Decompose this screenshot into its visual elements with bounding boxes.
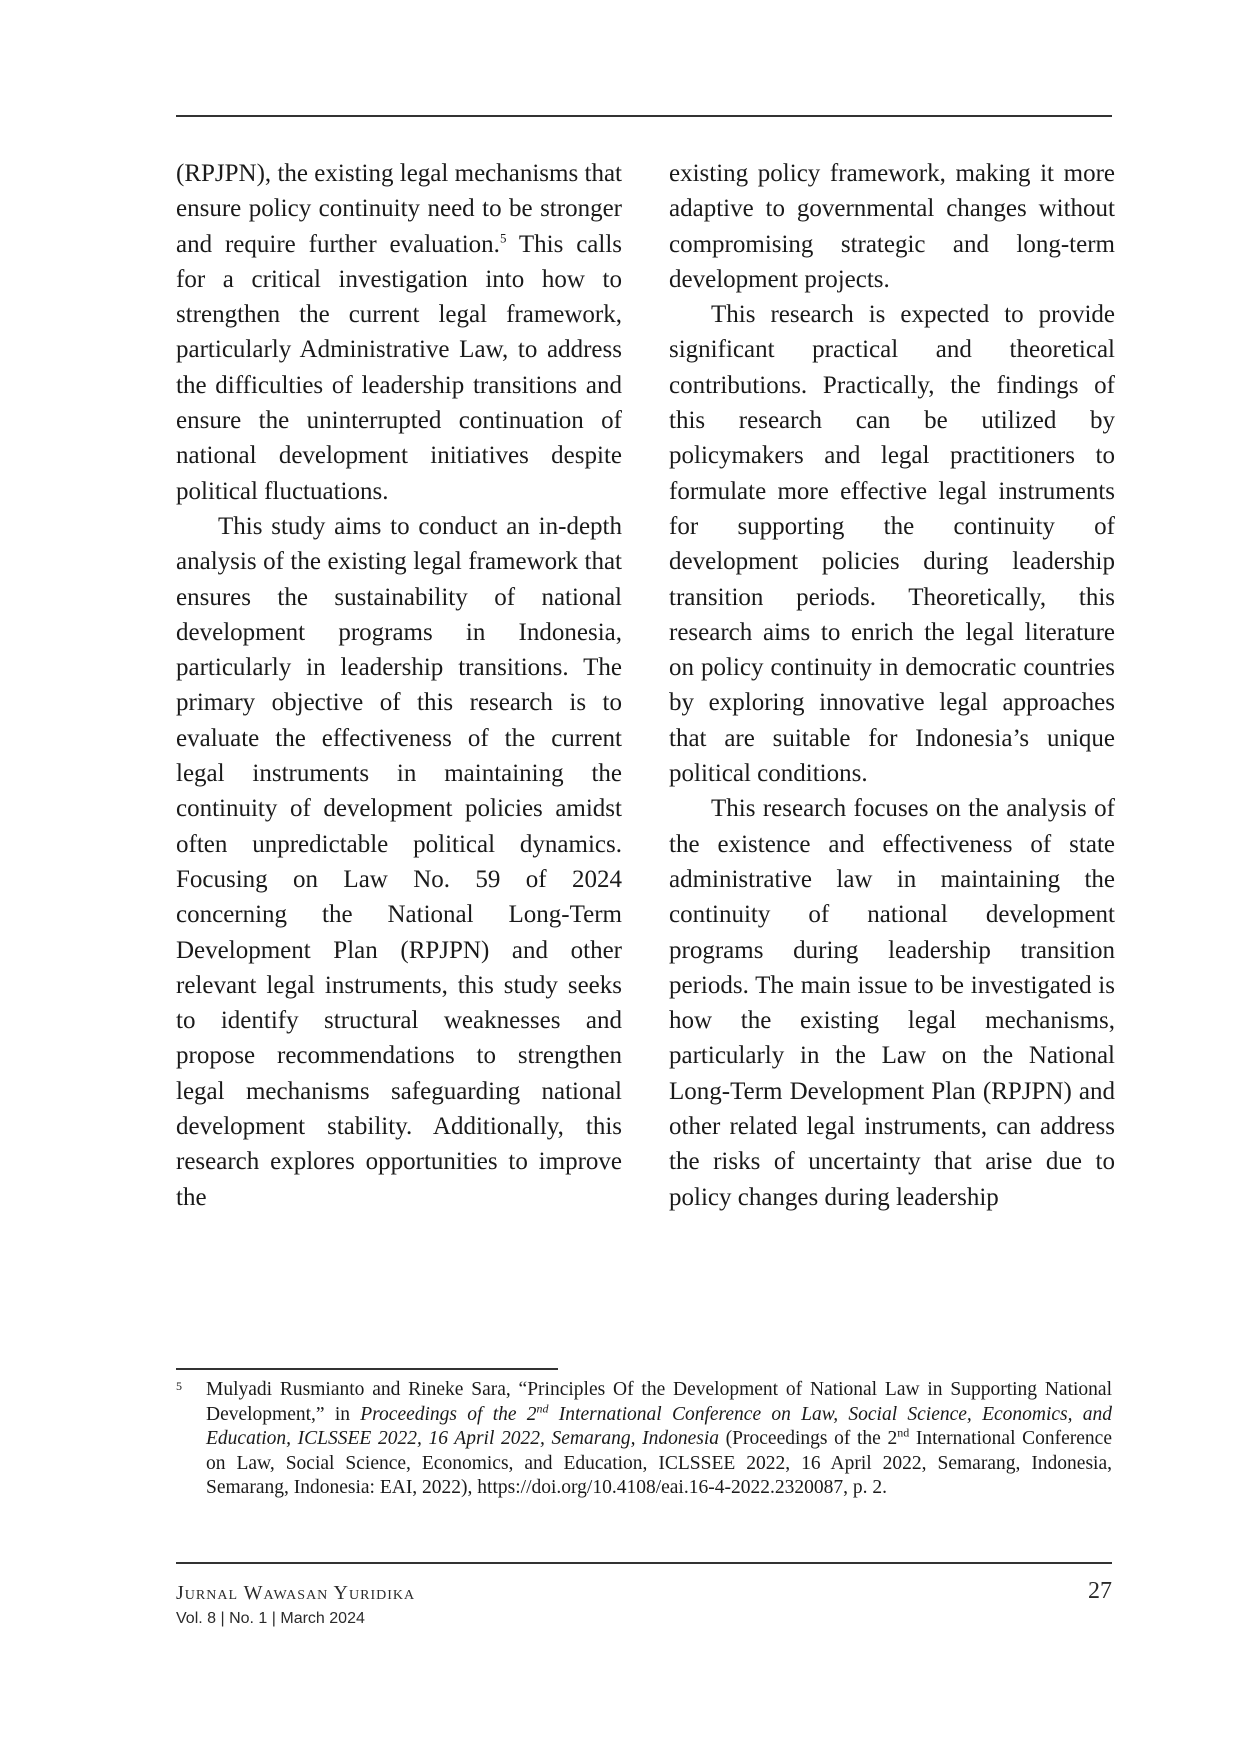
footnote-italic-b: International Conference on Law, Social Science, Economics, and Education, ICLSSEE 2022, 16 April 2022, Semarang, Indonesia	[206, 1403, 1113, 1450]
header-rule	[176, 115, 1112, 117]
right-column	[669, 156, 1115, 1215]
footnote-text-b: (Proceedings of the 2	[719, 1428, 898, 1450]
journal-volume-info: Vol. 8 | No. 1 | March 2024	[176, 1610, 365, 1627]
footnote-text	[206, 1378, 1112, 1501]
left-paragraph-2: This study aims to conduct an in-depth analysis of the existing legal framework that ensures the sustainability of national development programs in Indonesia, particularly in leadership transitions. The primary objective of this research is to evaluate the effectiveness of the current legal instruments in maintaining the continuity of development policies amidst often unpredictable political dynamics. Focusing on Law No. 59 of 2024 concerning the National Long-Term Development Plan (RPJPN) and other relevant legal instruments, this study seeks to identify structural weaknesses and propose recommendations to strengthen legal mechanisms safeguarding national development stability. Additionally, this research explores opportunities to improve the	[176, 512, 622, 1211]
footnote	[176, 1378, 1112, 1501]
footnote-sup: nd	[897, 1425, 910, 1440]
right-paragraph-3: This research focuses on the analysis of the existence and effectiveness of state administrative law in maintaining the continuity of national development programs during leadership transition periods. The main issue to be investigated is how the existing legal mechanisms, particularly in the Law on the National Long-Term Development Plan (RPJPN) and other related legal instruments, can address the risks of uncertainty that arise due to policy changes during leadership	[669, 795, 1115, 1211]
footnote-italic-a: Proceedings of the 2	[360, 1403, 537, 1425]
right-paragraph-1: existing policy framework, making it more adaptive to governmental changes without compromising strategic and long-term development projects.	[669, 160, 1115, 293]
left-paragraph-1-text-a: (RPJPN), the existing legal mechanisms that ensure policy continuity need to be stronger and require further evaluation.	[176, 160, 622, 258]
footnote-number: 5	[176, 1379, 182, 1393]
left-column	[176, 156, 622, 1215]
journal-name: Jurnal Wawasan Yuridika	[176, 1582, 416, 1604]
right-paragraph-2: This research is expected to provide significant practical and theoretical contributions. Practically, the findings of this research can be utilized by policymakers and legal practitioners to formulate more effective legal instruments for supporting the continuity of development policies during leadership transition periods. Theoretically, this research aims to enrich the legal literature on policy continuity in democratic countries by exploring innovative legal approaches that are suitable for Indonesia’s unique political conditions.	[669, 301, 1115, 788]
footnote-separator	[176, 1368, 558, 1370]
left-paragraph-1	[176, 156, 622, 509]
footnote-text-a: Mulyadi Rusmianto and Rineke Sara, “Principles Of the Development of National Law in Supporting National Development,” in	[206, 1379, 1112, 1425]
page-number: 27	[1088, 1578, 1112, 1604]
left-paragraph-1-text-b: This calls for a critical investigation into how to strengthen the current legal framework, particularly Administrative Law, to address the difficulties of leadership transitions and ensure the uninterrupted continuation of national development initiatives despite political fluctuations.	[176, 230, 623, 505]
footnote-reference[interactable]: 5	[499, 230, 507, 246]
footnote-italic-sup: nd	[536, 1401, 549, 1416]
footnote-text-c[interactable]: International Conference on Law, Social Science, Economics, and Education, ICLSSEE 2022, 16 April 2022, Semarang, Indonesia, Semarang, Indonesia: EAI, 2022), https://doi.org/10.4108/eai.16-4-2022.2320087, p. 2.	[206, 1428, 1112, 1499]
footer-rule	[176, 1562, 1112, 1564]
